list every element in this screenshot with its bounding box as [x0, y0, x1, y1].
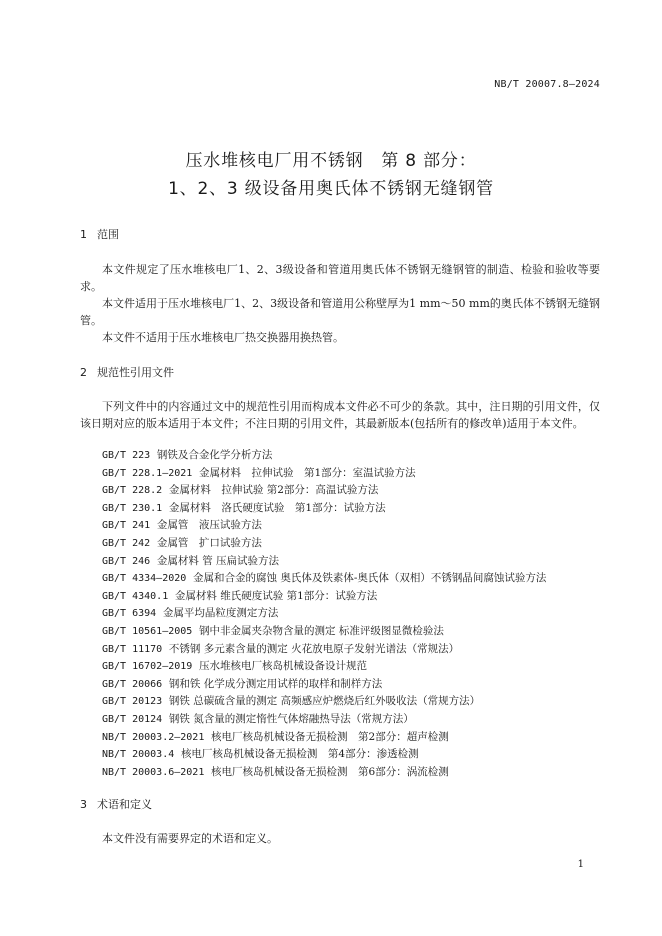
reference-code: GB/T 20123: [102, 696, 163, 708]
reference-list: [102, 447, 546, 781]
section-number: 3: [80, 798, 87, 811]
reference-title: 核电厂核岛机械设备无损检测 第4部分：渗透检测: [180, 748, 419, 761]
section-number: 2: [80, 366, 87, 379]
reference-item: [102, 535, 546, 553]
reference-item: [102, 641, 546, 659]
reference-title: 金属材料 维氏硬度试验 第1部分：试验方法: [174, 589, 378, 602]
section-heading-scope: [80, 226, 119, 242]
page-number: 1: [577, 859, 584, 870]
reference-item: [102, 482, 546, 500]
reference-code: NB/T 20003.2—2021: [102, 731, 205, 743]
reference-item: [102, 588, 546, 606]
reference-item: [102, 693, 546, 711]
reference-title: 钢中非金属夹杂物含量的测定 标准评级图显微检验法: [199, 624, 444, 637]
reference-item: [102, 465, 546, 483]
reference-title: 金属材料 管 压扁试验方法: [156, 554, 280, 567]
reference-title: 金属管 液压试验方法: [156, 519, 262, 532]
reference-item: [102, 570, 546, 588]
reference-item: [102, 500, 546, 518]
reference-title: 金属和合金的腐蚀 奥氏体及铁素体-奥氏体（双相）不锈钢晶间腐蚀试验方法: [192, 572, 547, 585]
reference-code: GB/T 11170: [102, 643, 163, 655]
reference-item: [102, 517, 546, 535]
reference-title: 钢铁及合金化学分析方法: [156, 449, 273, 461]
reference-code: GB/T 228.1—2021: [102, 467, 193, 479]
reference-title: 钢铁 总碳硫含量的测定 高频感应炉燃烧后红外吸收法（常规方法）: [168, 695, 481, 708]
reference-code: NB/T 20003.6—2021: [102, 766, 205, 778]
reference-item: [102, 676, 546, 694]
reference-title: 金属材料 拉伸试验 第2部分：高温试验方法: [168, 484, 379, 497]
reference-code: GB/T 6394: [102, 608, 157, 620]
reference-title: 金属材料 拉伸试验 第1部分：室温试验方法: [199, 466, 416, 479]
reference-item: [102, 623, 546, 641]
reference-code: GB/T 246: [102, 555, 151, 567]
reference-item: [102, 447, 546, 465]
reference-item: [102, 729, 546, 747]
reference-code: GB/T 241: [102, 520, 151, 532]
reference-code: GB/T 228.2: [102, 485, 163, 497]
reference-title: 金属材料 洛氏硬度试验 第1部分：试验方法: [168, 501, 386, 514]
section-title: 规范性引用文件: [97, 366, 174, 379]
reference-code: GB/T 4334—2020: [102, 573, 187, 585]
reference-code: GB/T 223: [102, 450, 151, 461]
reference-title: 压水堆核电厂核岛机械设备设计规范: [199, 660, 367, 673]
reference-title: 钢铁 氮含量的测定惰性气体熔融热导法（常规方法）: [168, 712, 414, 725]
reference-item: [102, 746, 546, 764]
scope-paragraph-2: 本文件适用于压水堆核电厂1、2、3级设备和管道用公称壁厚为1 mm～50 mm的奥氏体不锈钢无缝钢管。: [80, 297, 600, 327]
reference-code: GB/T 230.1: [102, 502, 163, 514]
section-title: 范围: [97, 228, 119, 241]
reference-item: [102, 553, 546, 571]
normative-intro-paragraph: 下列文件中的内容通过文中的规范性引用而构成本文件必不可少的条款。其中，注日期的引用文件，仅该日期对应的版本适用于本文件；不注日期的引用文件，其最新版本(包括所有的修改单)适用于本文件。: [80, 400, 600, 430]
reference-title: 核电厂核岛机械设备无损检测 第6部分：涡流检测: [211, 765, 449, 778]
scope-paragraph-1: 本文件规定了压水堆核电厂1、2、3级设备和管道用奥氏体不锈钢无缝钢管的制造、检验和验收等要求。: [80, 263, 600, 293]
section-number: 1: [80, 228, 87, 241]
reference-item: [102, 711, 546, 729]
reference-code: GB/T 10561—2005: [102, 625, 193, 637]
reference-item: [102, 605, 546, 623]
reference-title: 不锈钢 多元素含量的测定 火花放电原子发射光谱法（常规法）: [168, 642, 460, 655]
reference-code: GB/T 16702—2019: [102, 661, 193, 673]
section-title: 术语和定义: [97, 798, 152, 811]
section-heading-terms: [80, 796, 152, 812]
reference-item: [102, 764, 546, 782]
reference-code: NB/T 20003.4: [102, 749, 175, 761]
document-title-line-1: 压水堆核电厂用不锈钢 第 8 部分：: [185, 151, 477, 171]
reference-code: GB/T 20124: [102, 713, 163, 725]
section-heading-normative-references: [80, 364, 174, 380]
document-title-line-2: 1、2、3 级设备用奥氏体不锈钢无缝钢管: [168, 179, 494, 199]
reference-title: 金属平均晶粒度测定方法: [162, 607, 279, 620]
reference-code: GB/T 4340.1: [102, 590, 169, 602]
scope-paragraph-3: 本文件不适用于压水堆核电厂热交换器用换热管。: [102, 331, 344, 344]
reference-code: GB/T 242: [102, 537, 151, 549]
reference-title: 金属管 扩口试验方法: [156, 536, 262, 549]
reference-code: GB/T 20066: [102, 678, 163, 690]
reference-title: 核电厂核岛机械设备无损检测 第2部分：超声检测: [211, 730, 449, 743]
reference-title: 钢和铁 化学成分测定用试样的取样和制样方法: [168, 677, 383, 690]
standard-code: NB/T 20007.8—2024: [494, 79, 600, 90]
terms-paragraph: 本文件没有需要界定的术语和定义。: [102, 832, 278, 845]
reference-item: [102, 658, 546, 676]
